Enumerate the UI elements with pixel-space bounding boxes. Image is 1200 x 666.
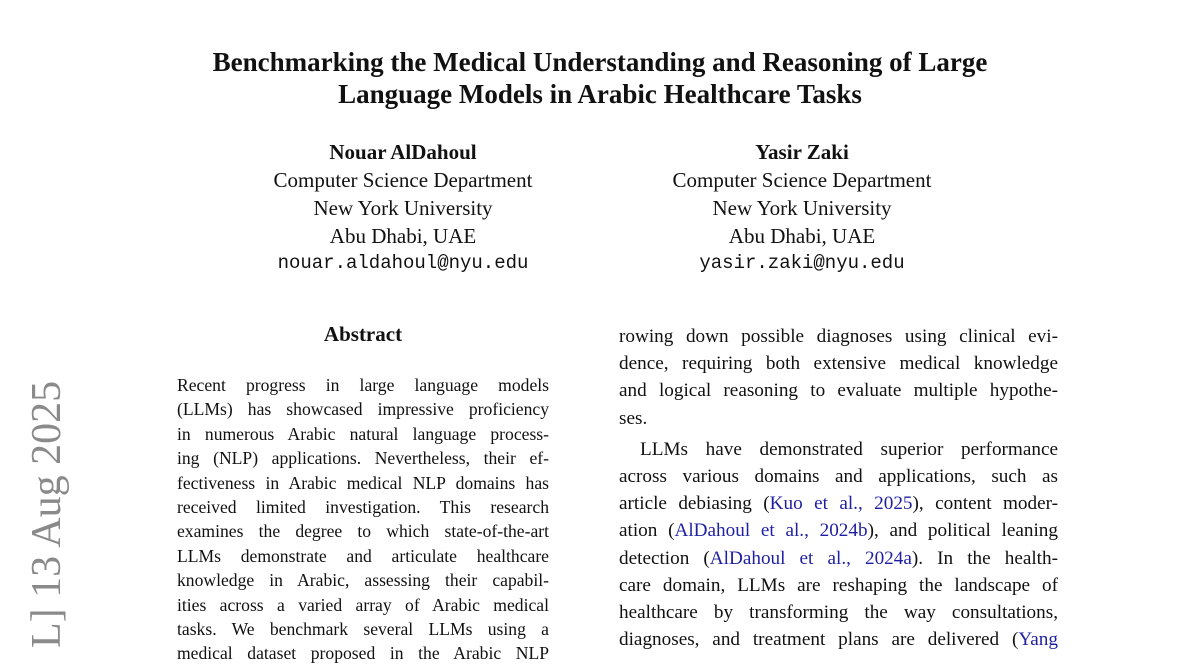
abstract-line: medical dataset proposed in the Arabic NLP: [177, 643, 549, 664]
author-location: Abu Dhabi, UAE: [728, 224, 876, 248]
abstract-line: ing (NLP) applications. Nevertheless, their ef-: [177, 448, 549, 469]
body-text-segment: rowing down possible diagnoses using clinical evi-: [619, 326, 1058, 347]
body-text-segment: ation (: [619, 520, 675, 542]
body-line: [619, 517, 1058, 544]
abstract-line: ities across a varied array of Arabic medical: [177, 594, 549, 615]
body-text-segment: care domain, LLMs are reshaping the landscape of: [619, 574, 1058, 596]
author-email: yasir.zaki@nyu.edu: [699, 252, 905, 274]
body-text-segment: across various domains and applications, such as: [619, 466, 1058, 488]
body-text-segment: ). In the health-: [911, 547, 1059, 569]
body-line: [619, 405, 1058, 432]
body-text-segment: detection (: [619, 547, 710, 569]
abstract-line: received limited investigation. This research: [177, 497, 549, 518]
citation-link[interactable]: AlDahoul et al., 2024a: [709, 547, 912, 569]
author-univ: New York University: [313, 196, 493, 220]
body-text-segment: ), content moder-: [912, 493, 1058, 515]
author-block: [602, 138, 1002, 276]
abstract-line: (LLMs) has showcased impressive proficiency: [177, 399, 549, 420]
abstract-line: knowledge in Arabic, assessing their capabil-: [177, 570, 549, 591]
body-line: [619, 377, 1058, 404]
abstract-text: [177, 373, 549, 666]
abstract-line: in numerous Arabic natural language process-: [177, 423, 549, 444]
abstract-line: Recent progress in large language models: [177, 375, 549, 395]
body-text-segment: ), and political leaning: [867, 520, 1058, 542]
author-email: nouar.aldahoul@nyu.edu: [277, 252, 529, 274]
author-name: Yasir Zaki: [755, 140, 849, 164]
paper-title: [0, 46, 1200, 110]
body-line: [619, 350, 1058, 377]
arxiv-stamp: L] 13 Aug 2025: [24, 380, 70, 648]
body-line: [619, 490, 1058, 517]
body-text-segment: and logical reasoning to evaluate multiple hypothe-: [619, 380, 1058, 402]
body-text-segment: healthcare by transforming the way consultations,: [619, 602, 1058, 624]
abstract-line: LLMs demonstrate and articulate healthcare: [177, 545, 549, 566]
body-text: [619, 323, 1058, 653]
author-dept: Computer Science Department: [672, 168, 932, 192]
body-line: [619, 599, 1058, 626]
body-line: [619, 436, 1058, 463]
citation-link[interactable]: AlDahoul et al., 2024b: [674, 520, 868, 542]
body-text-segment: dence, requiring both extensive medical knowledge: [619, 353, 1058, 375]
author-univ: New York University: [712, 196, 892, 220]
body-line: [619, 323, 1058, 350]
body-text-segment: ses.: [619, 407, 648, 429]
abstract-line: fectiveness in Arabic medical NLP domains has: [177, 472, 549, 493]
body-line: [619, 572, 1058, 599]
author-location: Abu Dhabi, UAE: [329, 224, 477, 248]
body-line: [619, 626, 1058, 653]
citation-link[interactable]: Yang: [1018, 629, 1058, 651]
abstract-heading: Abstract: [323, 322, 403, 346]
author-block: [203, 138, 603, 276]
abstract-line: examines the degree to which state-of-the-art: [177, 521, 549, 542]
body-line: [619, 463, 1058, 490]
citation-link[interactable]: Kuo et al., 2025: [769, 493, 913, 515]
title-line: Language Models in Arabic Healthcare Tasks: [338, 79, 862, 109]
author-name: Nouar AlDahoul: [329, 140, 477, 164]
abstract-line: tasks. We benchmark several LLMs using a: [177, 619, 549, 640]
body-text-segment: diagnoses, and treatment plans are delivered (: [619, 629, 1019, 651]
title-line: Benchmarking the Medical Understanding and Reasoning of Large: [212, 47, 988, 77]
body-text-segment: article debiasing (: [619, 493, 770, 515]
author-dept: Computer Science Department: [273, 168, 533, 192]
body-line: [619, 545, 1058, 572]
body-text-segment: LLMs have demonstrated superior performance: [640, 438, 1058, 460]
